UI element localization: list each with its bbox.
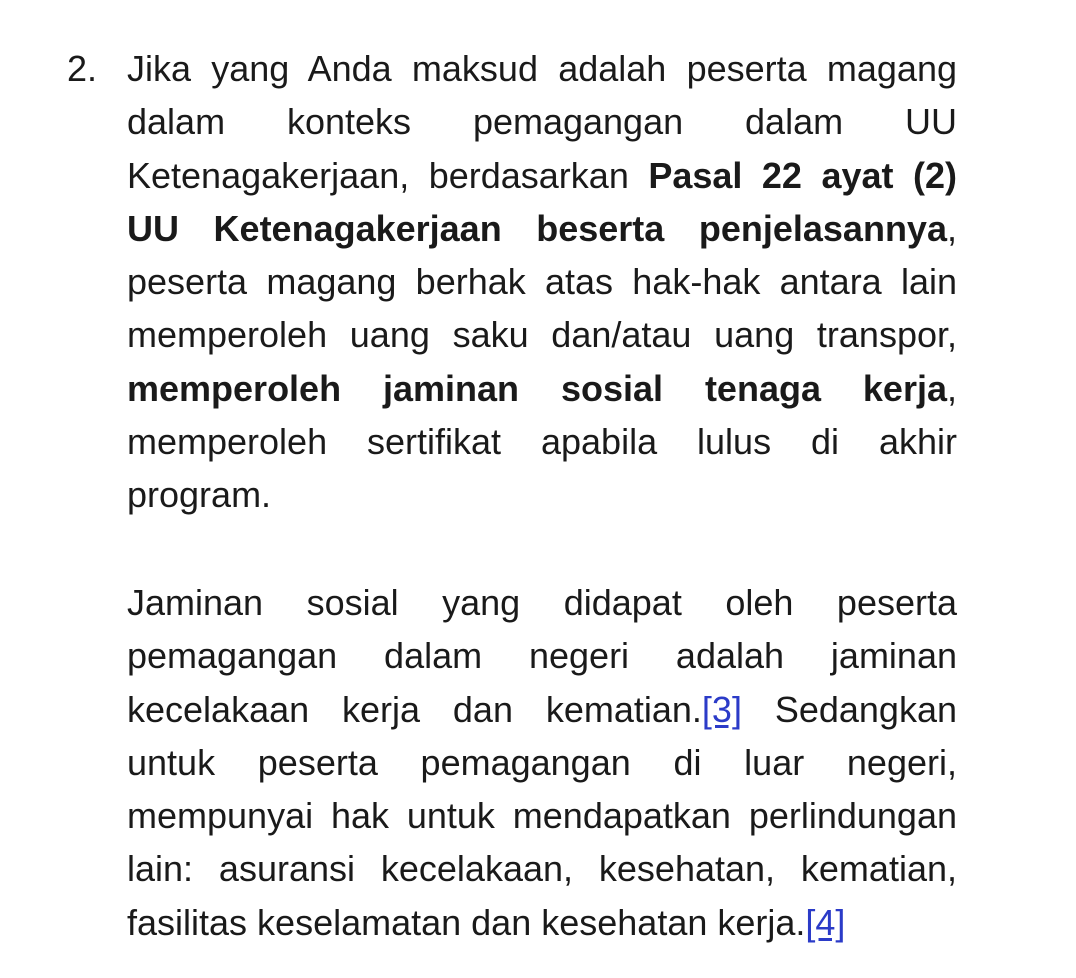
text-run: , peserta magang berhak atas hak-hak antara lain memperoleh uang saku dan/atau uang transpor, [127,207,957,356]
bold-legal-reference: Pasal 22 ayat (2) UU Ketenagakerjaan beserta penjelasannya [127,154,957,249]
text-run: , memperoleh sertifikat apabila lulus di akhir program. [127,367,957,516]
paragraph-text [127,576,957,949]
bold-jaminan-sosial: memperoleh jaminan sosial tenaga kerja [127,367,947,409]
paragraph-hak-peserta-magang [127,42,957,522]
text-run: Sedangkan untuk peserta pemagangan di luar negeri, mempunyai hak untuk mendapatkan perlindungan lain: asuransi kecelakaan, kesehatan, kematian, fasilitas keselamatan dan kesehatan kerja. [127,688,957,943]
paragraph-text [127,42,957,522]
text-run: Jika yang Anda maksud adalah peserta magang dalam konteks pemagangan dalam UU Ketenagakerjaan, berdasarkan [127,48,957,196]
list-marker: 2. [67,48,98,89]
footnote-link-3[interactable]: [3] [701,688,742,730]
text-run: Jaminan sosial yang didapat oleh peserta pemagangan dalam negeri adalah jaminan kecelakaan kerja dan kematian. [127,582,957,730]
paragraph-jaminan-sosial [127,576,957,949]
footnote-link-4[interactable]: [4] [805,901,846,943]
